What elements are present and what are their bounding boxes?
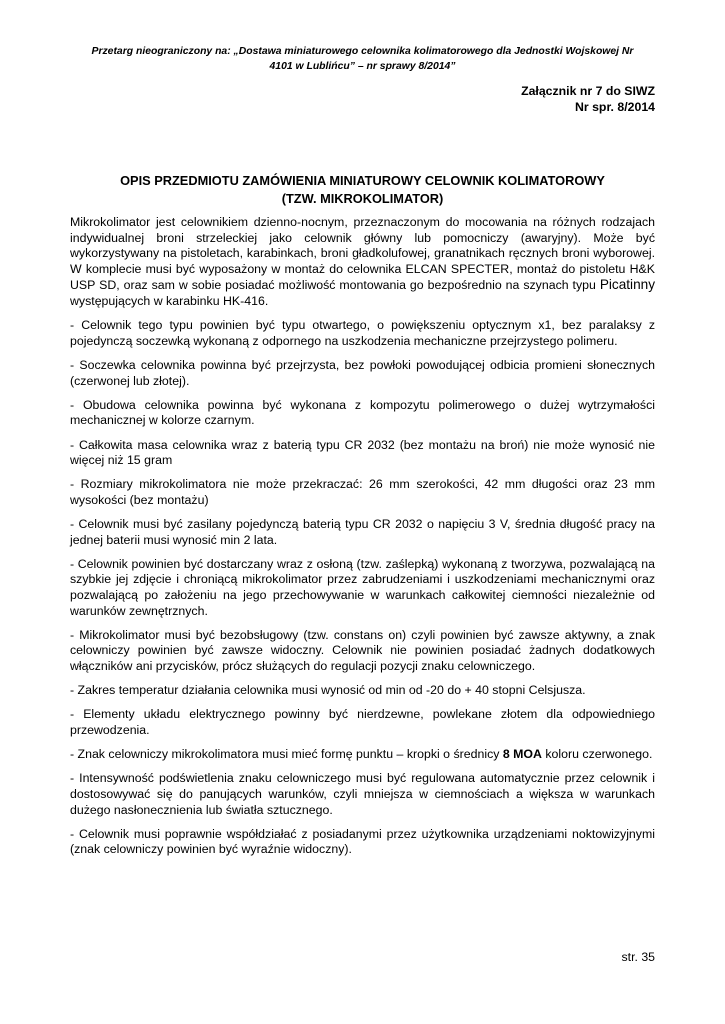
requirement-paragraph: - Celownik powinien być dostarczany wraz z osłoną (tzw. zaślepką) wykonaną z tworzywa, pozwalającą na szybkie jej zdjęcie i chroniącą mikrokolimator przez zabrudzeniami i uszkodzeniami mechanicznymi oraz pozwalającą po założeniu na jego przechowywanie w warunkach całkowitej ciemności niezależnie od warunków zewnętrznych. — [70, 556, 655, 618]
requirement-paragraph: - Celownik musi poprawnie współdziałać z posiadanymi przez użytkownika urządzeniami noktowizyjnymi (znak celowniczy powinien być wyraźnie widoczny). — [70, 826, 655, 857]
reticle-size: 8 MOA — [502, 747, 542, 762]
document-title-line-1: OPIS PRZEDMIOTU ZAMÓWIENIA MINIATUROWY CELOWNIK KOLIMATOROWY — [120, 173, 605, 188]
requirement-paragraph: - Elementy układu elektrycznego powinny być nierdzewne, powlekane złotem dla odpowiedniego przewodzenia. — [70, 707, 655, 737]
reticle-paragraph — [70, 747, 655, 763]
reticle-text-before: - Znak celowniczy mikrokolimatora musi mieć formę punktu – kropki o średnicy — [70, 747, 503, 762]
document-body — [70, 215, 655, 867]
requirement-paragraph: - Soczewka celownika powinna być przejrzysta, bez powłoki powodującej odbicia promieni słonecznych (czerwonej lub złotej). — [70, 357, 655, 388]
annex-label — [521, 84, 655, 115]
requirement-paragraph: - Celownik musi być zasilany pojedynczą baterią typu CR 2032 o napięciu 3 V, średnia długość pracy na jednej baterii musi wynosić min 2 lata. — [70, 517, 655, 547]
reticle-text-after: koloru czerwonego. — [541, 747, 653, 762]
intro-text-picatinny: Picatinny — [599, 277, 655, 293]
requirement-paragraph: - Całkowita masa celownika wraz z baterią typu CR 2032 (bez montażu na broń) nie może wynosić nie więcej niż 15 gram — [70, 437, 655, 468]
intro-paragraph — [70, 215, 655, 310]
requirement-paragraph: - Celownik tego typu powinien być typu otwartego, o powiększeniu optycznym x1, bez paralaksy z pojedynczą soczewką wykonaną z odpornego na uszkodzenia mechaniczne przejrzystego polimeru. — [70, 318, 655, 348]
case-number: Nr spr. 8/2014 — [575, 99, 655, 114]
document-title — [70, 172, 655, 208]
page-number: str. 35 — [621, 950, 655, 964]
requirement-paragraph: - Rozmiary mikrokolimatora nie może przekraczać: 26 mm szerokości, 42 mm długości oraz 23 mm wysokości (bez montażu) — [70, 477, 655, 507]
requirement-paragraph: - Zakres temperatur działania celownika musi wynosić od min od -20 do + 40 stopni Celsjusza. — [70, 683, 586, 698]
intro-text-before: Mikrokolimator jest celownikiem dzienno-nocnym, przeznaczonym do mocowania na różnych rodzajach indywidualnej broni strzeleckiej jako celownik główny lub pomocniczy (awaryjny). Może być wykorzystywany na pistoletach, karabinkach, broni gładkolufowej, granatnikach ręcznych broni wyborowej. W komplecie musi być wyposażony w montaż do celownika ELCAN SPECTER, montaż do pistoletu H&K USP SD, oraz sam w sobie posiadać możliwość montowania go bezpośrednio na szynach typu — [70, 215, 655, 293]
annex-number: Załącznik nr 7 do SIWZ — [521, 84, 655, 98]
intro-text-after: występujących w karabinku HK-416. — [70, 293, 269, 308]
requirement-paragraph: - Mikrokolimator musi być bezobsługowy (tzw. constans on) czyli powinien być zawsze aktywny, a znak celowniczy powinien być zawsze widoczny. Celownik nie powinien posiadać żadnych dodatkowych włączników ani przycisków, prócz służących do regulacji pozycji znaku celowniczego. — [70, 627, 655, 673]
tender-header-line-2: 4101 w Lublińcu” – nr sprawy 8/2014” — [269, 61, 456, 72]
document-title-line-2: (TZW. MIKROKOLIMATOR) — [281, 191, 444, 206]
tender-header-line-1: Przetarg nieograniczony na: „Dostawa miniaturowego celownika kolimatorowego dla Jednostki Wojskowej Nr — [91, 46, 634, 57]
requirement-paragraph: - Intensywność podświetlenia znaku celowniczego musi być regulowana automatycznie przez celownik i dostosowywać się do panujących warunków, czyli mniejsza w ciemnościach a większa w warunkach dużego nasłonecznienia lub światła sztucznego. — [70, 771, 655, 817]
tender-header — [70, 44, 655, 74]
requirement-paragraph: - Obudowa celownika powinna być wykonana z kompozytu polimerowego o dużej wytrzymałości mechanicznej w kolorze czarnym. — [70, 397, 655, 428]
